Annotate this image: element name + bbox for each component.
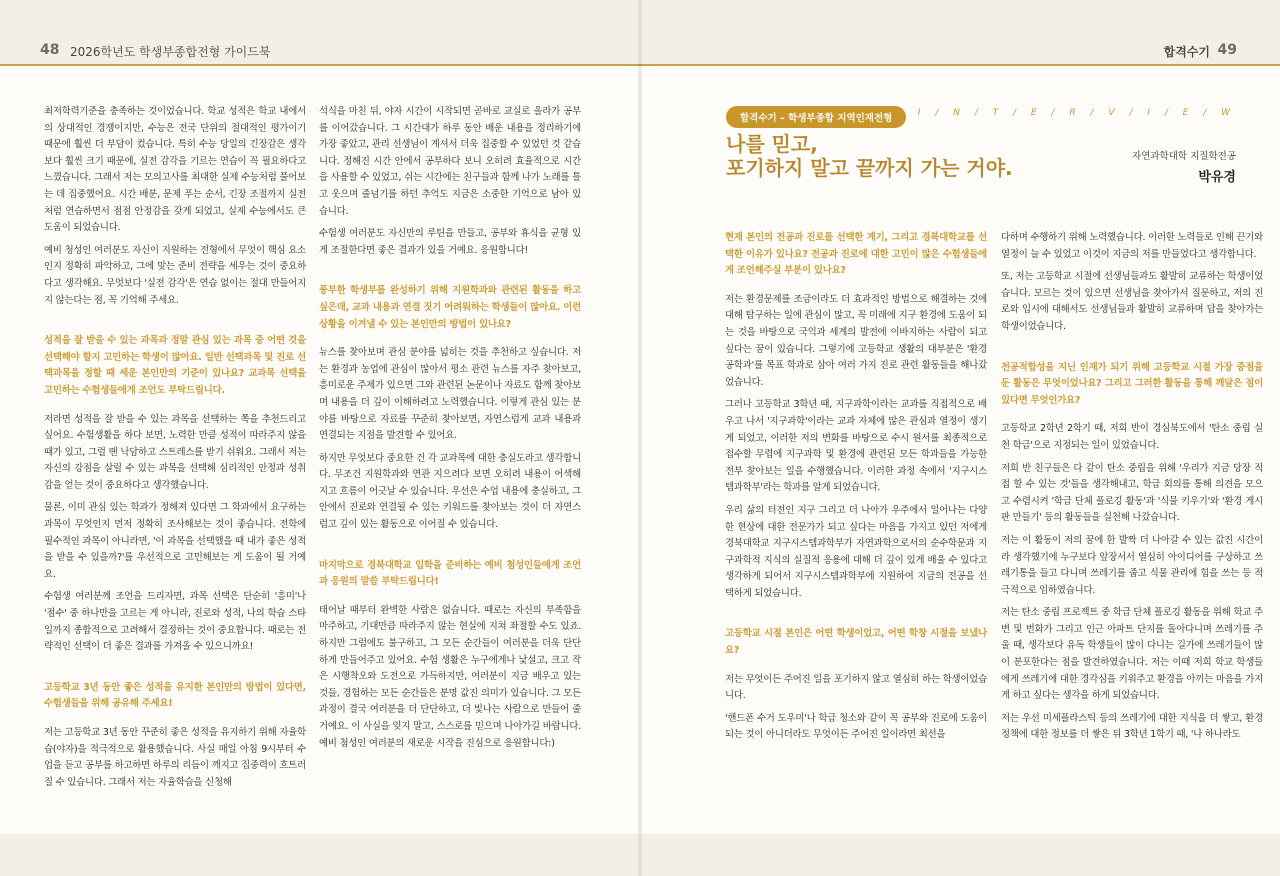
question-paragraph: 전공적합성을 지닌 인재가 되기 위해 고등학교 시절 가장 중점을 둔 활동은 무엇이었나요? 그리고 그러한 활동을 통해 깨달은 점이 있다면 무엇인가요? — [1001, 361, 1263, 406]
right-column-2 — [1001, 230, 1263, 750]
author-name: 박유경 — [1198, 170, 1236, 185]
body-paragraph: 우리 삶의 터전인 지구 그리고 더 나아가 우주에서 일어나는 다양한 현상에 대한 전문가가 되고 싶다는 마음을 가지고 있던 저에게 경북대학교 지구시스템과학부가 자연과학으로서의 순수학문과 지구과학적 지식의 실질적 응용에 대해 더 깊이 있게 배울 수 있다고 생각하게 되어서 지구시스템과학부에 지원하여 지금의 전공을 선택하게 되었습니다. — [725, 504, 987, 599]
body-paragraph: 수험생 여러분께 조언을 드리자면, 과목 선택은 단순히 '흥미'나 '점수' 중 하나만을 고르는 게 아니라, 진로와 성적, 나의 학습 스타일까지 종합적으로 고려해서 결정하는 것이 중요합니다. 때로는 전략적인 선택이 더 좋은 결과를 가져올 수 있으니까요! — [44, 591, 306, 653]
left-page-number: 48 — [40, 42, 60, 58]
body-paragraph: 저는 이 활동이 저의 꿈에 한 발짝 더 나아갈 수 있는 값진 시간이라 생각했기에 누구보다 앞장서서 열심히 아이디어를 구상하고 쓰레기통을 들고 다니며 쓰레기를 줍고 식물 관리에 힘을 쓰는 등 적극적으로 임하였습니다. — [1001, 534, 1263, 596]
body-paragraph: 그러나 고등학교 3학년 때, 지구과학이라는 교과를 직접적으로 배우고 나서 '지구과학'이라는 교과 자체에 많은 관심과 열정이 생기게 되었고, 이러한 저의 변화를 바탕으로 수시 원서를 최종적으로 접수할 무렵에 지구과학 및 환경에 관련된 모든 학과들을 가능한 전부 찾아보는 일을 수행했습니다. 이러한 과정 속에서 '지구시스템과학부'라는 학과를 알게 되었습니다. — [725, 399, 987, 494]
page-gutter — [637, 0, 643, 876]
body-paragraph: 저는 환경문제를 조금이라도 더 효과적인 방법으로 해결하는 것에 대해 탐구하는 일에 관심이 많고, 꼭 미래에 지구 환경에 도움이 되는 것을 바탕으로 국익과 세계의 발전에 이바지하는 사람이 되고 싶다는 꿈이 있습니다. 그렇기에 고등학교 생활의 대부분은 '환경공학과'를 목표 학과로 삼아 여러 가지 진로 관련 활동들을 해나갔었습니다. — [725, 293, 987, 388]
headline-line-1: 나를 믿고, — [726, 132, 818, 156]
body-paragraph: 저희 반 친구들은 다 같이 탄소 중립을 위해 '우리가 지금 당장 직접 할 수 있는 것'들을 생각해내고, 학급 회의를 통해 의견을 모으고 수렴시켜 '학급 단체 플로깅 활동'과 '식물 키우기'와 '환경 게시판 만들기' 등의 활동들을 실천해 나갔습니다. — [1001, 462, 1263, 524]
right-header-title: 합격수기 — [1163, 45, 1210, 59]
body-paragraph: 뉴스를 찾아보며 관심 분야를 넓히는 것을 추천하고 싶습니다. 저는 환경과 농업에 관심이 많아서 평소 관련 뉴스를 자주 찾아보고, 흥미로운 주제가 있으면 그와 관련된 논문이나 자료도 함께 찾아보며 내용을 더 깊이 이해하려고 노력했습니다. 이렇게 관심 있는 분야를 바탕으로 자료를 꾸준히 찾아보면, 자연스럽게 교과 내용과 연결되는 지점을 발견할 수 있어요. — [319, 347, 581, 442]
body-paragraph: 다하며 수행하기 위해 노력했습니다. 이러한 노력들로 인해 끈기와 열정이 늘 수 있었고 이것이 지금의 저를 만들었다고 생각합니다. — [1001, 232, 1263, 260]
body-paragraph: 고등학교 2학년 2학기 때, 저희 반이 경심북도에서 '탄소 중립 실천 학급'으로 지정되는 일이 있었습니다. — [1001, 423, 1263, 451]
body-paragraph: 또, 저는 고등학교 시절에 선생님들과도 활발히 교류하는 학생이었습니다. 모르는 것이 있으면 선생님을 찾아가서 질문하고, 저의 진로와 입시에 대해서도 선생님들과 활발히 교류하며 답을 찾아가는 학생이었습니다. — [1001, 271, 1263, 332]
body-paragraph: 예비 청성인 여러분도 자신이 지원하는 전형에서 무엇이 핵심 요소인지 정확히 파악하고, 그에 맞는 준비 전략을 세우는 것이 중요하다고 생각해요. 무엇보다 '실전 감각'은 연습 없이는 절대 만들어지지 않는다는 점, 꼭 기억해 주세요. — [44, 244, 306, 306]
author-block — [1132, 148, 1236, 185]
body-paragraph: 석식을 마친 뒤, 야자 시간이 시작되면 곧바로 교실로 올라가 공부를 이어갔습니다. 그 시간대가 하루 동안 배운 내용을 정리하기에 가장 좋았고, 관리 선생님이 계셔서 더욱 집중할 수 있었던 것 같습니다. 정해진 시간 안에서 공부하다 보니 오히려 효율적으로 시간을 사용할 수 있었고, 쉬는 시간에는 친구들과 함께 나가 노래를 틀고 웃으며 줄넘기를 하던 추억도 지금은 소중한 기억으로 남아 있습니다. — [319, 106, 581, 217]
body-paragraph: 저는 탄소 중립 프로젝트 중 학급 단체 플로깅 활동을 위해 학교 주변 및 번화가 그리고 인근 아파트 단지를 돌아다니며 쓰레기를 주울 때, 생각보다 유독 학생들이 많이 다니는 길가에 쓰레기들이 많이 분포한다는 점을 발견하였습니다. 저는 이때 저희 학교 학생들에게 쓰레기에 대한 경각심을 키워주고 환경을 아끼는 마음을 가지게 하고 싶다는 생각을 하게 되었습니다. — [1001, 607, 1263, 702]
left-header-title: 2026학년도 학생부종합전형 가이드북 — [70, 45, 271, 59]
right-footer-bar — [640, 834, 1280, 876]
article-headline — [726, 132, 1013, 180]
body-paragraph: 저는 무엇이든 주어진 일을 포기하지 않고 열심히 하는 학생이었습니다. — [725, 673, 987, 702]
left-footer-bar — [0, 834, 640, 876]
body-paragraph: '핸드폰 수거 도우미'나 학급 청소와 같이 꼭 공부와 진로에 도움이 되는 것이 아니더라도 무엇이든 주어진 일이라면 최선을 — [725, 712, 987, 741]
question-paragraph: 풍부한 학생부를 완성하기 위해 지원학과와 관련된 활동을 하고 싶은데, 교과 내용과 연결 짓기 어려워하는 학생들이 많아요. 이런 상황을 이겨낼 수 있는 본인만의 방법이 있나요? — [319, 285, 581, 330]
body-paragraph: 수험생 여러분도 자신만의 루틴을 만들고, 공부와 휴식을 균형 있게 조절한다면 좋은 결과가 있을 거예요. 응원합니다! — [319, 228, 581, 256]
left-column-2 — [319, 104, 581, 758]
author-department: 자연과학대학 지질학전공 — [1132, 151, 1236, 162]
body-paragraph: 물론, 이미 관심 있는 학과가 정해져 있다면 그 학과에서 요구하는 과목이 무엇인지 먼저 정확히 조사해보는 것이 좋습니다. 전학에 필수적인 과목이 아니라면, '이 과목을 선택했을 때 내가 좋은 성적을 받을 수 있을까?'를 우선적으로 고민해보는 게 도움이 될 거예요. — [44, 502, 306, 580]
question-paragraph: 성적을 잘 받을 수 있는 과목과 정말 관심 있는 과목 중 어떤 것을 선택해야 할지 고민하는 학생이 많아요. 일반 선택과목 및 진로 선택과목을 정할 때 세운 본인만의 기준이 있나요? 교과목 선택을 고민하는 수험생들에게 조언도 부탁드립니다. — [44, 335, 306, 396]
left-column-1 — [44, 104, 306, 797]
question-paragraph: 고등학교 시절 본인은 어떤 학생이었고, 어떤 학창 시절을 보냈나요? — [725, 628, 987, 657]
body-paragraph: 저라면 성적을 잘 받을 수 있는 과목을 선택하는 쪽을 추천드리고 싶어요. 수험생활을 하다 보면, 노력한 만큼 성적이 따라주지 않을 때가 있고, 그럴 땐 낙담하고 스트레스를 받기 쉬워요. 그래서 저는 자신의 강점을 살릴 수 있는 과목을 선택해 심리적인 안정과 성취감을 얻는 것이 중요하다고 생각했습니다. — [44, 413, 306, 491]
right-column-1 — [725, 230, 987, 750]
body-paragraph: 저는 고등학교 3년 동안 꾸준히 좋은 성적을 유지하기 위해 자율학습(야자)을 적극적으로 활용했습니다. 사실 매일 아침 9시부터 수업을 듣고 공부를 하고하면 하루의 리듬이 깨지고 집중력이 흐트러질 수 있습니다. 그래서 저는 자율학습을 신청해 — [44, 727, 306, 788]
body-paragraph: 최저학력기준을 충족하는 것이었습니다. 학교 성적은 학교 내에서의 상대적인 경쟁이지만, 수능은 전국 단위의 절대적인 평가이기 때문에 훨씬 더 부담이 컸습니다. 특히 수능 당일의 긴장감은 생각보다 훨씬 크기 때문에, 실전 감각을 기르는 연습이 꼭 필요하다고 느꼈습니다. 그래서 저는 모의고사를 최대한 실제 수능처럼 풀어보는 데 집중했어요. 시간 배분, 문제 푸는 순서, 긴장 조절까지 실전처럼 연습하면서 점점 안정감을 갖게 되었고, 실제 수능에서도 큰 도움이 되었습니다. — [44, 106, 306, 234]
body-paragraph: 태어날 때부터 완벽한 사람은 없습니다. 때로는 자신의 부족함을 마주하고, 기대만큼 따라주지 않는 현실에 지쳐 좌절할 수도 있죠. 하지만 그럼에도 불구하고, 그 모든 순간들이 여러분을 더욱 단단하게 만들어주고 있어요. 수험 생활은 누구에게나 낯설고, 크고 작은 시행착오와 도전으로 가득하지만, 여러분이 지금 배우고 있는 것들, 경험하는 모든 순간들은 분명 값진 의미가 있습니다. 그 모든 과정이 결국 여러분을 더 단단하고, 더 빛나는 사람으로 만들어 줄 거예요. 이 사실을 잊지 말고, 스스로를 믿으며 나아가길 바랍니다. 예비 첨성인 여러분의 새로운 시작을 진심으로 응원합니다:) — [319, 604, 581, 749]
right-page-number: 49 — [1217, 42, 1237, 58]
question-paragraph: 현재 본인의 전공과 진로를 선택한 계기, 그리고 경북대학교를 선택한 이유가 있나요? 전공과 진로에 대한 고민이 많은 수험생들에게 조언해주실 부분이 있나요? — [725, 232, 987, 277]
category-tag: 합격수기 – 학생부종합 지역인재전형 — [726, 106, 906, 128]
headline-line-2: 포기하지 말고 끝까지 가는 거야. — [726, 156, 1013, 180]
body-paragraph: 하지만 무엇보다 중요한 건 각 교과목에 대한 충실도라고 생각합니다. 무조건 지원학과와 연관 지으려다 보면 오히려 내용이 어색해지고 흐름이 어긋날 수 있습니다. 우선은 수업 내용에 충실하고, 그 안에서 진로와 연결될 수 있는 키워드를 찾아보는 것이 더 자연스럽고 깊이 있는 활동으로 이어질 수 있습니다. — [319, 452, 581, 531]
question-paragraph: 마지막으로 경북대학교 입학을 준비하는 예비 첨성인들에게 조언과 응원의 말씀 부탁드립니다! — [319, 559, 581, 588]
body-paragraph: 저는 우선 미세플라스틱 등의 쓰레기에 대한 지식을 더 쌓고, 환경정책에 대한 정보를 더 쌓은 뒤 3학년 1학기 때, '나 하나라도 — [1001, 712, 1263, 741]
interview-label: I / N / T / E / R / V / I / E / W — [917, 108, 1236, 118]
question-paragraph: 고등학교 3년 동안 좋은 성적을 유지한 본인만의 방법이 있다면, 수험생들을 위해 공유해 주세요! — [44, 681, 306, 710]
right-page — [640, 0, 1280, 876]
